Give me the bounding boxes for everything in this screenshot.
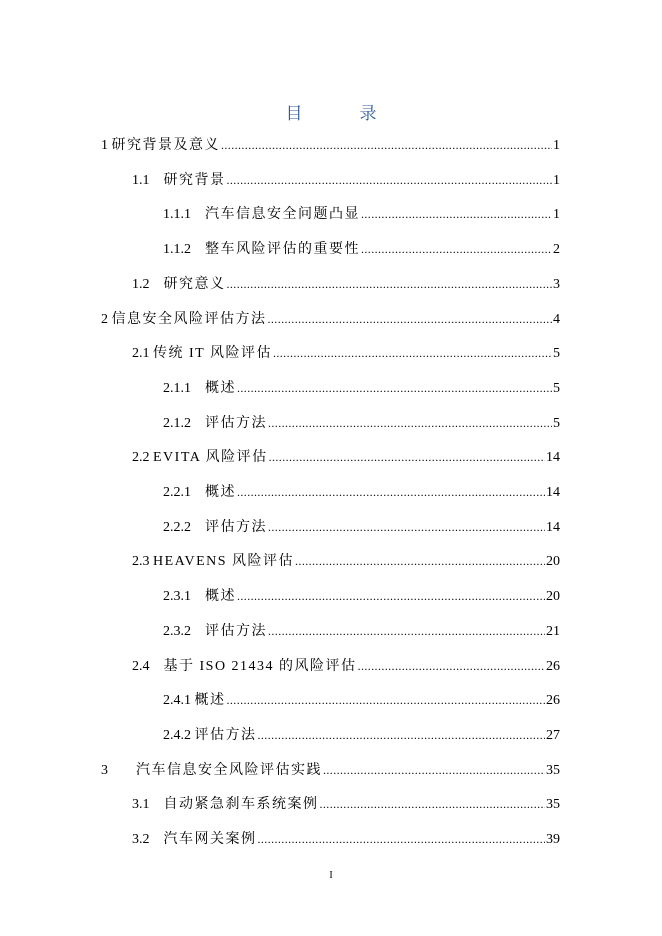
toc-entry-page: 5 xyxy=(553,346,560,361)
toc-entry-page: 35 xyxy=(546,763,560,778)
toc-entry-label: 汽车网关案例 xyxy=(163,832,257,847)
toc-entry-label: HEAVENS 风险评估 xyxy=(153,554,295,569)
toc-entry-number: 2.2 xyxy=(132,450,153,465)
toc-entry[interactable] xyxy=(163,621,560,641)
toc-entry[interactable] xyxy=(101,309,560,329)
toc-entry-page: 14 xyxy=(546,520,560,535)
toc-entry-number: 3 xyxy=(101,763,136,778)
toc-entry-label: 评估方法 xyxy=(205,416,267,431)
toc-entry[interactable] xyxy=(132,794,560,814)
toc-entry-number: 2.3.2 xyxy=(163,624,205,639)
toc-dot-leader xyxy=(268,413,552,433)
page-number: I xyxy=(329,870,333,881)
toc-dot-leader xyxy=(268,309,553,329)
toc-entry[interactable] xyxy=(163,586,560,606)
toc-dot-leader xyxy=(323,760,545,780)
toc-entry-label: 整车风险评估的重要性 xyxy=(205,242,360,257)
toc-entry-page: 21 xyxy=(546,624,560,639)
toc-entry-label: 研究意义 xyxy=(163,277,226,292)
toc-entry[interactable] xyxy=(163,690,560,710)
toc-entry-number: 2.4 xyxy=(132,659,164,674)
toc-entry-page: 2 xyxy=(553,242,560,257)
toc-entry-label: 研究背景 xyxy=(163,173,226,188)
toc-dot-leader xyxy=(273,343,552,363)
toc-dot-leader xyxy=(227,274,553,294)
toc-entry-page: 39 xyxy=(546,832,560,847)
toc-dot-leader xyxy=(237,586,545,606)
toc-dot-leader xyxy=(320,794,546,814)
toc-entry-number: 2.4.1 xyxy=(163,693,195,708)
toc-dot-leader xyxy=(258,725,546,745)
toc-entry-number: 1.1 xyxy=(132,173,164,188)
toc-entry-page: 35 xyxy=(546,797,560,812)
toc-entry-number: 2.2.2 xyxy=(163,520,205,535)
toc-entry-page: 26 xyxy=(546,659,560,674)
toc-entry-number: 2.2.1 xyxy=(163,485,205,500)
toc-dot-leader xyxy=(221,135,552,155)
toc-entry[interactable] xyxy=(132,343,560,363)
toc-entry-number: 1 xyxy=(101,138,112,153)
toc-entry-label: 研究背景及意义 xyxy=(111,138,220,153)
toc-entry[interactable] xyxy=(163,482,560,502)
toc-entry-page: 5 xyxy=(553,416,560,431)
toc-entry-page: 26 xyxy=(546,693,560,708)
toc-entry-page: 4 xyxy=(553,312,560,327)
toc-entry[interactable] xyxy=(132,447,560,467)
toc-dot-leader xyxy=(237,482,545,502)
toc-entry-page: 5 xyxy=(553,381,560,396)
toc-entry-label: 概述 xyxy=(205,381,236,396)
toc-entry-page: 1 xyxy=(553,207,560,222)
toc-dot-leader xyxy=(361,239,552,259)
toc-entry-page: 14 xyxy=(546,485,560,500)
toc-entry[interactable] xyxy=(101,135,560,155)
toc-entry[interactable] xyxy=(132,551,560,571)
toc-entry-number: 1.1.1 xyxy=(163,207,205,222)
toc-entry-number: 2.3.1 xyxy=(163,589,205,604)
toc-entry-number: 2 xyxy=(101,312,112,327)
toc-entry-page: 1 xyxy=(553,138,560,153)
toc-entry-label: EVITA 风险评估 xyxy=(153,450,268,465)
toc-dot-leader xyxy=(295,551,545,571)
toc-entry[interactable] xyxy=(163,413,560,433)
toc-entry-number: 2.3 xyxy=(132,554,153,569)
toc-entry-number: 1.2 xyxy=(132,277,164,292)
toc-entry-number: 3.2 xyxy=(132,832,164,847)
toc-entry[interactable] xyxy=(163,204,560,224)
toc-entry[interactable] xyxy=(163,378,560,398)
toc-dot-leader xyxy=(258,829,546,849)
toc-dot-leader xyxy=(358,656,545,676)
toc-entry-label: 评估方法 xyxy=(205,624,267,639)
toc-dot-leader xyxy=(227,170,553,190)
toc-dot-leader xyxy=(268,621,545,641)
toc-entry-number: 2.4.2 xyxy=(163,728,195,743)
toc-entry-label: 自动紧急刹车系统案例 xyxy=(163,797,319,812)
toc-entry-number: 2.1 xyxy=(132,346,153,361)
toc-entry-label: 概述 xyxy=(194,693,226,708)
toc-entry-label: 汽车信息安全风险评估实践 xyxy=(136,763,322,778)
toc-dot-leader xyxy=(237,378,552,398)
toc-entry-page: 20 xyxy=(546,554,560,569)
toc-entry[interactable] xyxy=(101,760,560,780)
toc-entry-page: 1 xyxy=(553,173,560,188)
toc-dot-leader xyxy=(227,690,546,710)
toc-entry[interactable] xyxy=(163,239,560,259)
toc-dot-leader xyxy=(361,204,552,224)
toc-entry-label: 概述 xyxy=(205,589,236,604)
toc-entry-label: 传统 IT 风险评估 xyxy=(153,346,272,361)
toc-entry-page: 27 xyxy=(546,728,560,743)
toc-dot-leader xyxy=(269,447,545,467)
toc-entry-number: 3.1 xyxy=(132,797,164,812)
toc-entry[interactable] xyxy=(132,170,560,190)
toc-title: 目 录 xyxy=(285,104,397,123)
toc-entry[interactable] xyxy=(163,725,560,745)
toc-entry[interactable] xyxy=(163,517,560,537)
toc-entry-label: 评估方法 xyxy=(205,520,267,535)
toc-entry-label: 汽车信息安全问题凸显 xyxy=(205,207,360,222)
toc-entry-label: 信息安全风险评估方法 xyxy=(111,312,267,327)
toc-entry-number: 2.1.2 xyxy=(163,416,205,431)
toc-entry-page: 14 xyxy=(546,450,560,465)
toc-entry-label: 概述 xyxy=(205,485,236,500)
toc-entry[interactable] xyxy=(132,274,560,294)
toc-entry-label: 基于 ISO 21434 的风险评估 xyxy=(163,659,357,674)
toc-entry[interactable] xyxy=(132,656,560,676)
toc-entry-page: 3 xyxy=(553,277,560,292)
toc-entry-label: 评估方法 xyxy=(194,728,257,743)
toc-entry-number: 2.1.1 xyxy=(163,381,205,396)
toc-dot-leader xyxy=(268,517,545,537)
toc-entry-page: 20 xyxy=(546,589,560,604)
toc-entry[interactable] xyxy=(132,829,560,849)
toc-entry-number: 1.1.2 xyxy=(163,242,205,257)
